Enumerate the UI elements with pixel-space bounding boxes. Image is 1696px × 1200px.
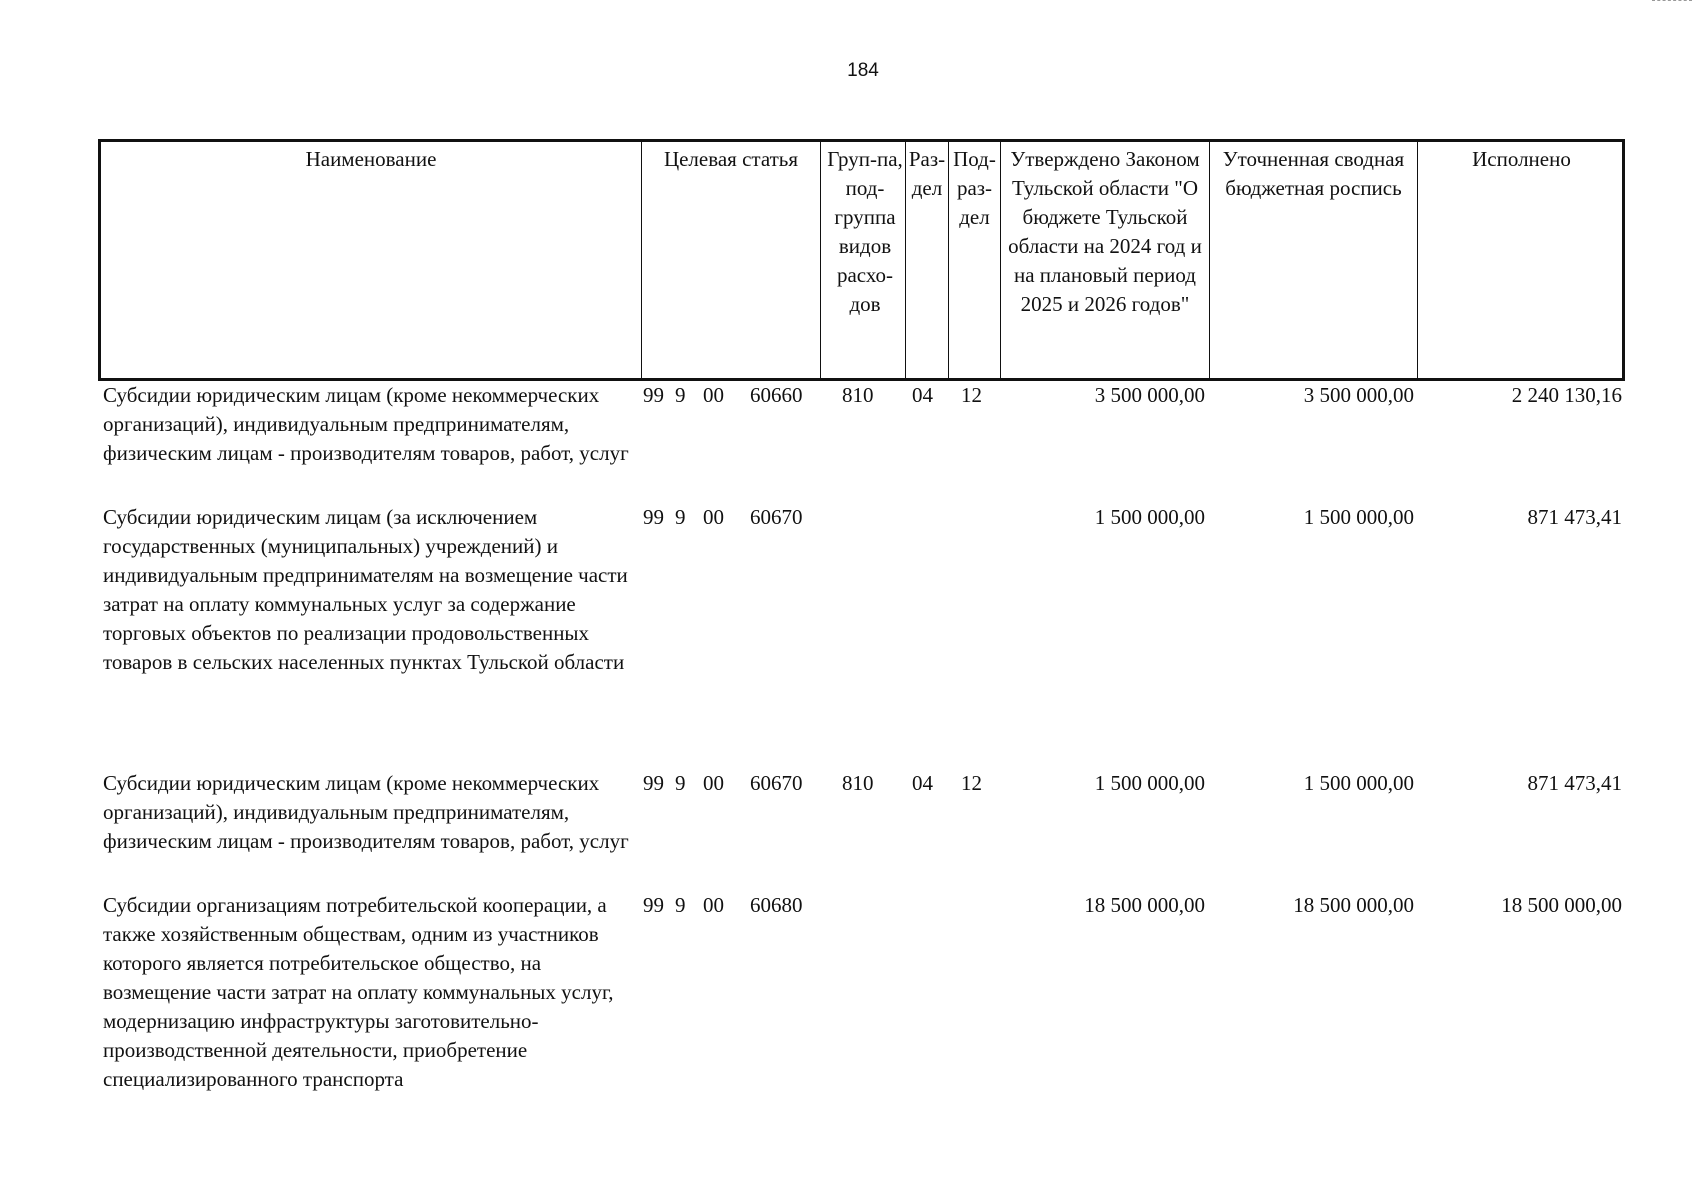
header-target: Целевая статья <box>663 147 799 171</box>
target-code-part: 60670 <box>750 771 803 795</box>
row-refined: 18 500 000,00 <box>1293 893 1414 917</box>
row-section: 04 <box>912 383 933 407</box>
target-code-part: 99 <box>643 893 664 917</box>
row-approved: 18 500 000,00 <box>1084 893 1205 917</box>
target-code-part: 9 <box>675 505 686 529</box>
row-executed: 871 473,41 <box>1527 505 1622 529</box>
corner-mark <box>1652 0 1692 3</box>
row-approved: 1 500 000,00 <box>1094 505 1205 529</box>
header-group: Груп-па, под-группа видов расхо-дов <box>827 147 903 316</box>
header-divider <box>820 142 821 378</box>
header-divider <box>641 142 642 378</box>
header-executed: Исполнено <box>1472 147 1571 171</box>
table-header <box>98 139 1625 381</box>
target-code-part: 00 <box>703 771 724 795</box>
target-code-part: 99 <box>643 383 664 407</box>
target-code-part: 60660 <box>750 383 803 407</box>
target-code-part: 00 <box>703 383 724 407</box>
row-approved: 3 500 000,00 <box>1094 383 1205 407</box>
header-refined: Уточненная сводная бюджетная роспись <box>1222 147 1405 200</box>
target-code-part: 60680 <box>750 893 803 917</box>
target-code-part: 60670 <box>750 505 803 529</box>
target-code-part: 00 <box>703 505 724 529</box>
row-executed: 2 240 130,16 <box>1511 383 1622 407</box>
row-name: Субсидии организациям потребительской кооперации, а также хозяйственным обществам, одним из участников которого является потребительское общество, на возмещение части затрат на оплату коммунальных услуг, модернизацию инфраструктуры заготовительно-производственной деятельности, приобретение специализированного транспорта <box>103 893 614 1091</box>
row-refined: 1 500 000,00 <box>1303 771 1414 795</box>
row-refined: 3 500 000,00 <box>1303 383 1414 407</box>
row-group: 810 <box>842 771 874 795</box>
row-executed: 18 500 000,00 <box>1501 893 1622 917</box>
row-group: 810 <box>842 383 874 407</box>
row-refined: 1 500 000,00 <box>1303 505 1414 529</box>
target-code-part: 00 <box>703 893 724 917</box>
row-executed: 871 473,41 <box>1527 771 1622 795</box>
header-section: Раз-дел <box>908 147 946 200</box>
target-code-part: 9 <box>675 771 686 795</box>
target-code-part: 99 <box>643 771 664 795</box>
header-divider <box>1417 142 1418 378</box>
row-name: Субсидии юридическим лицам (кроме некоммерческих организаций), индивидуальным предпринимателям, физическим лицам - производителям товаров, работ, услуг <box>103 771 629 853</box>
target-code-part: 9 <box>675 893 686 917</box>
row-section: 04 <box>912 771 933 795</box>
target-code-part: 9 <box>675 383 686 407</box>
row-subsection: 12 <box>961 383 982 407</box>
header-approved: Утверждено Законом Тульской области "О бюджете Тульской области на 2024 год и на плановый период 2025 и 2026 годов" <box>1008 147 1202 316</box>
row-subsection: 12 <box>961 771 982 795</box>
row-approved: 1 500 000,00 <box>1094 771 1205 795</box>
target-code-part: 99 <box>643 505 664 529</box>
header-subsection: Под-раз-дел <box>953 147 996 229</box>
row-name: Субсидии юридическим лицам (кроме некоммерческих организаций), индивидуальным предпринимателям, физическим лицам - производителям товаров, работ, услуг <box>103 383 629 465</box>
page-number: 184 <box>847 60 879 81</box>
row-name: Субсидии юридическим лицам (за исключением государственных (муниципальных) учреждений) и индивидуальным предпринимателям на возмещение части затрат на оплату коммунальных услуг за содержание торговых объектов по реализации продовольственных товаров в сельских населенных пунктах Тульской области <box>103 505 628 674</box>
header-name: Наименование <box>305 147 437 171</box>
